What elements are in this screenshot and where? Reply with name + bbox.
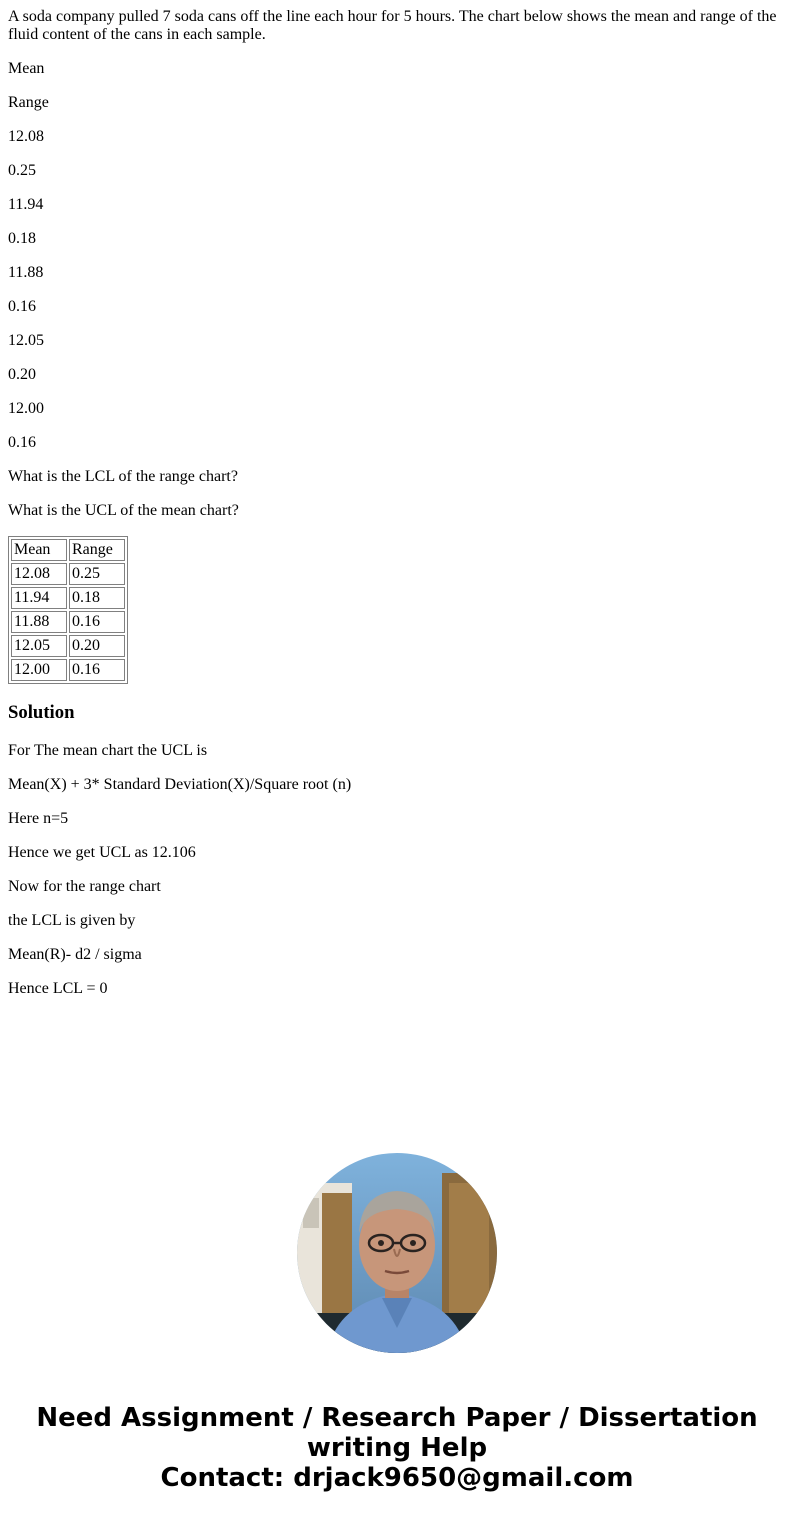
solution-line: Hence we get UCL as 12.106 (8, 844, 196, 861)
table-cell-mean: 12.05 (11, 635, 67, 657)
table-cell-mean: 12.08 (11, 563, 67, 585)
table-row (11, 611, 125, 633)
list-header-mean: Mean (8, 60, 45, 77)
list-value: 11.94 (8, 196, 44, 213)
promo-contact: Contact: drjack9650@gmail.com (160, 1463, 634, 1493)
solution-line: Here n=5 (8, 810, 69, 827)
solution-line: Now for the range chart (8, 878, 161, 895)
solution-line: Mean(X) + 3* Standard Deviation(X)/Square root (n) (8, 776, 352, 793)
solution-heading: Solution (8, 702, 75, 723)
table-cell-mean: 12.00 (11, 659, 67, 681)
list-value: 0.16 (8, 434, 36, 451)
list-value: 12.05 (8, 332, 44, 349)
table-cell-mean: 11.94 (11, 587, 67, 609)
list-value: 0.25 (8, 162, 36, 179)
list-header-range: Range (8, 94, 49, 111)
tutor-avatar (297, 1153, 497, 1353)
promo-line: writing Help (306, 1433, 488, 1463)
list-value: 11.88 (8, 264, 44, 281)
table-header-cell: Mean (11, 539, 67, 561)
list-value: 0.16 (8, 298, 36, 315)
table-cell-range: 0.16 (69, 611, 125, 633)
table-row (11, 659, 125, 681)
promo-line: Need Assignment / Research Paper / Dissertation (36, 1403, 758, 1433)
solution-line: Hence LCL = 0 (8, 980, 108, 997)
question-intro: A soda company pulled 7 soda cans off the line each hour for 5 hours. The chart below shows the mean and range of the fluid content of the cans in each sample. (8, 8, 777, 43)
table-cell-mean: 11.88 (11, 611, 67, 633)
list-value: 12.08 (8, 128, 44, 145)
table-header-row (11, 539, 125, 561)
list-value: 12.00 (8, 400, 44, 417)
list-value: 0.18 (8, 230, 36, 247)
table-cell-range: 0.20 (69, 635, 125, 657)
table-cell-range: 0.16 (69, 659, 125, 681)
solution-line: the LCL is given by (8, 912, 136, 929)
question-mean-ucl: What is the UCL of the mean chart? (8, 502, 239, 519)
table-header-cell: Range (69, 539, 125, 561)
mean-range-table (8, 536, 128, 684)
solution-line: For The mean chart the UCL is (8, 742, 208, 759)
list-value: 0.20 (8, 366, 36, 383)
table-row (11, 563, 125, 585)
table-row (11, 635, 125, 657)
question-range-lcl: What is the LCL of the range chart? (8, 468, 238, 485)
table-cell-range: 0.25 (69, 563, 125, 585)
person-portrait-icon (297, 1153, 497, 1353)
promo-banner (0, 1403, 794, 1493)
solution-line: Mean(R)- d2 / sigma (8, 946, 142, 963)
table-cell-range: 0.18 (69, 587, 125, 609)
table-row (11, 587, 125, 609)
